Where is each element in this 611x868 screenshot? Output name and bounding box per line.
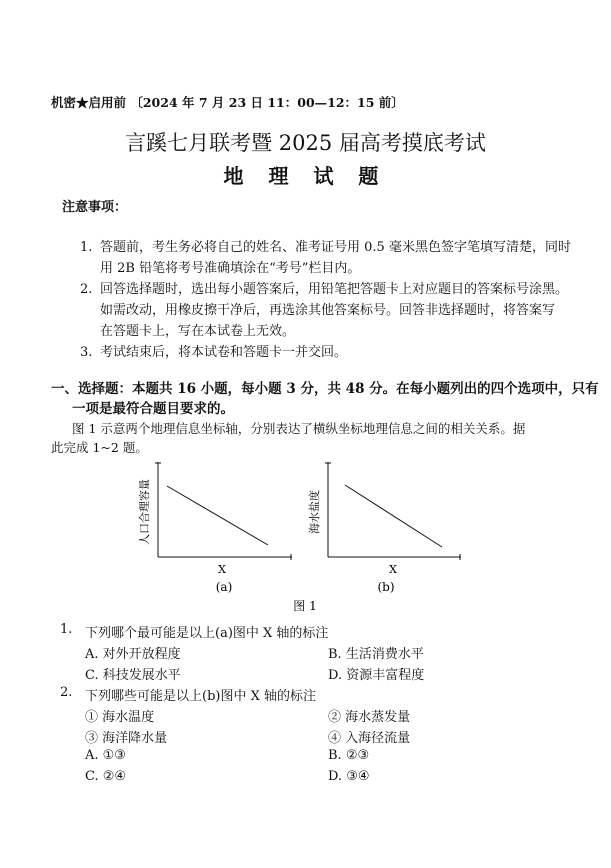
- question-2-number: 2.: [60, 685, 73, 700]
- question-2-item-3: ③ 海洋降水量: [85, 731, 168, 746]
- question-2-stem: 下列哪些可能是以上(b)图中 X 轴的标注: [85, 689, 316, 704]
- notice-item-number: 3.: [80, 345, 93, 360]
- notice-item-2-cont: 如需改动，用橡皮擦干净后，再选涂其他答案标号。回答非选择题时，将答案写: [100, 303, 556, 318]
- question-2-option-b: B. ②③: [328, 748, 370, 763]
- question-1-option-c: C. 科技发展水平: [85, 668, 181, 683]
- question-1-option-a: A. 对外开放程度: [85, 647, 181, 662]
- figure-intro: 图 1 示意两个地理信息坐标轴，分别表达了横纵坐标地理信息之间的相关关系。据: [72, 421, 526, 436]
- chart-b: [307, 462, 461, 594]
- chart-a-ylabel: 人口合理容量: [138, 479, 151, 545]
- question-2-item-1: ① 海水温度: [85, 710, 155, 725]
- question-1-stem: 下列哪个最可能是以上(a)图中 X 轴的标注: [85, 626, 329, 641]
- notice-item-text: 答题前，考生务必将自己的姓名、准考证号用 0.5 毫米黑色签字笔填写清楚，同时: [100, 240, 571, 255]
- section-heading-cont: 一项是最符合题目要求的。: [72, 401, 234, 417]
- exam-title: 言蹊七月联考暨 2025 届高考摸底考试: [125, 131, 486, 155]
- notice-item-1: [80, 236, 571, 255]
- notice-item-number: 1.: [80, 240, 93, 255]
- question-2-item-4: ④ 入海径流量: [328, 731, 411, 746]
- chart-a-series-line: [167, 486, 268, 545]
- chart-b-caption: (b): [377, 580, 395, 594]
- notice-item-3: [80, 341, 347, 360]
- chart-b-ylabel: 海水盐度: [308, 490, 321, 534]
- notice-heading: 注意事项：: [62, 200, 128, 215]
- notice-item-1-cont: 用 2B 铅笔将考号准确填涂在“考号”栏目内。: [100, 261, 361, 276]
- confidential-line: 机密★启用前 〔2024 年 7 月 23 日 11：00—12：15 前〕: [51, 95, 404, 110]
- chart-b-series-line: [345, 485, 442, 547]
- figure-intro-cont: 此完成 1~2 题。: [51, 440, 148, 455]
- notice-item-2-cont2: 在答题卡上，写在本试卷上无效。: [100, 324, 296, 339]
- figure-caption: 图 1: [293, 599, 317, 613]
- chart-a-caption: (a): [215, 580, 233, 594]
- question-2-item-2: ② 海水蒸发量: [328, 710, 411, 725]
- question-2-option-a: A. ①③: [85, 748, 126, 763]
- notice-item-text: 考试结束后，将本试卷和答题卡一并交回。: [100, 345, 348, 360]
- figure-1: [0, 450, 611, 620]
- chart-a: [137, 462, 292, 594]
- question-1-option-b: B. 生活消费水平: [328, 647, 424, 662]
- question-1-option-d: D. 资源丰富程度: [328, 668, 425, 683]
- chart-a-xlabel: X: [218, 563, 226, 576]
- question-2-option-d: D. ③④: [328, 769, 370, 784]
- notice-item-text: 回答选择题时，选出每小题答案后，用铅笔把答题卡上对应题目的答案标号涂黑。: [100, 282, 569, 297]
- question-2-option-c: C. ②④: [85, 769, 127, 784]
- notice-item-number: 2.: [80, 282, 93, 297]
- subject-title: 地 理 试 题: [223, 164, 388, 188]
- notice-item-2: [80, 278, 568, 297]
- section-heading: 一、选择题：本题共 16 小题，每小题 3 分，共 48 分。在每小题列出的四个选项中，只有: [51, 381, 599, 397]
- question-1-number: 1.: [60, 622, 73, 637]
- chart-b-xlabel: X: [389, 563, 397, 576]
